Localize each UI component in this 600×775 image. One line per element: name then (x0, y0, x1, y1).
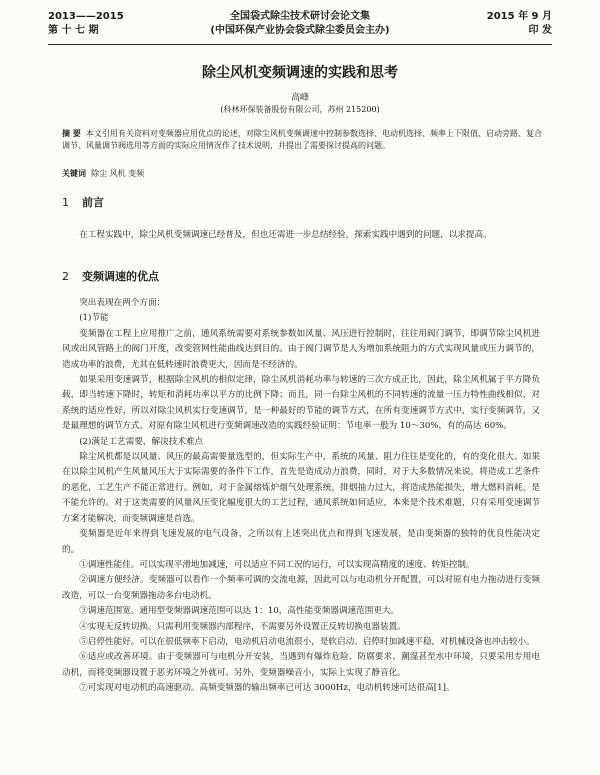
paragraph: 变频器是近年来得到飞速发展的电气设备，之所以有上述突出优点和得到飞速发展，是由变频器的独特的优良性能决定的。 (62, 529, 540, 555)
header-years: 2013——2015 (48, 11, 124, 22)
header-right (487, 10, 552, 38)
section-number: 2 (62, 270, 69, 283)
keywords (62, 168, 542, 179)
abstract-label: 摘 要 (62, 129, 81, 138)
header-center (158, 10, 442, 38)
affiliation: (科林环保装备股份有限公司，苏州 215200) (220, 105, 380, 114)
author: 高峰 (290, 93, 309, 103)
paragraph: 如果采用变速调节，根据除尘风机的相似定律，除尘风机消耗功率与转速的三次方成正比，因此，除尘风机属于平方降负载，即当转速下降时，转矩和消耗功率以平方的比例下降；而且，同一台除尘风机的不同转速的流量一压力特性曲线相似，对系统的适应性好，所以对除尘风机实行变速调节，是一种最好的节能的调节方式，在所有变速调节方式中，实行变频调节，又是最理想的调节方式。对原有除尘风机进行变频调速改造的实践经验证明：节电率一般为 10～30%，有的高达 60%。 (62, 375, 540, 432)
list-item: ②调速方便经济。变频器可以看作一个频率可调的交流电源，因此可以与电动机分开配置，可以对原有电力拖动进行变频改造，可以一台变频器拖动多台电动机。 (62, 575, 540, 601)
section-2-body (62, 296, 540, 697)
list-item: ④实现无反转切换。只需利用变频器内部程序，不需要另外设置正反转切换电器装置。 (79, 621, 406, 632)
keywords-text: 除尘 风机 变频 (91, 169, 145, 178)
paragraph: 在工程实践中，除尘风机变频调速已经普及，但也还需进一步总结经验，探索实践中遇到的问题，以求提高。 (79, 230, 492, 240)
header-date: 2015 年 9 月 (486, 11, 552, 22)
section-1-body (62, 228, 540, 243)
header-publish: 印 发 (528, 25, 552, 36)
header-issue: 第 十 七 期 (48, 25, 99, 36)
list-item: ⑦可实现对电动机的高速驱动。高频变频器的输出频率已可达 3000Hz，电动机转速可达很高[1]。 (79, 683, 455, 694)
list-item: ①调速性能佳。可以实现平滑地加减速，可以适应不同工况的运行，可以实现高精度的速度、转矩控制。 (79, 559, 475, 570)
section-heading-1 (62, 194, 104, 210)
list-item: ③调速范围宽。通用型变频器调速范围可以达 1：10，高性能变频器调速范围更大。 (79, 606, 400, 617)
section-heading-2 (62, 268, 159, 284)
paragraph: 突出表现在两个方面： (79, 298, 166, 308)
list-item: ⑥适应或改善环境。由于变频器可与电机分开安装，当遇到有爆炸危险、防腐要求、潮湿甚至水中环境，只要采用专用电动机，而将变频器设置于恶劣环境之外就可。另外，变频器噪音小，实际上实现了静音化。 (62, 652, 540, 678)
header-proceedings-title: 全国袋式除尘技术研讨会论文集 (230, 11, 370, 22)
abstract-text: 本文引用有关资料对变频器应用优点的论述，对除尘风机变频调速中控制参数选择、电动机选择、频率上下限值、启动旁路、复合调节、风量调节阀选用等方面的实际应用情况作了技术说明，并提出了需要探讨提高的问题。 (62, 129, 542, 150)
paragraph: 变频器在工程上应用推广之前，通风系统需要对系统参数如风量、风压进行控制时，往往用阀门调节，即调节除尘风机进风或出风管路上的阀门开度，改变管网性能曲线达到目的。由于阀门调节是人为增加系统阻力的方式实现风量或压力调节的，造成功率的浪费，尤其在低转速时浪费更大，因而是不经济的。 (62, 328, 540, 370)
section-title: 前言 (82, 196, 104, 209)
paper-title: 除尘风机变频调速的实践和思考 (202, 65, 398, 81)
subheading: (1)节能 (79, 313, 109, 324)
keywords-label: 关键词 (62, 169, 86, 178)
header-left (48, 10, 124, 38)
header-rule (48, 44, 552, 45)
header-organizer: (中国环保产业协会袋式除尘委员会主办) (210, 25, 390, 36)
section-number: 1 (62, 196, 69, 209)
subheading: (2)满足工艺需要，解决技术难点 (79, 436, 204, 447)
running-header (48, 10, 552, 44)
abstract (62, 128, 542, 152)
list-item: ⑤启停性能好。可以在很低频率下启动，电动机启动电流很小，是软启动。启停时加减速平稳，对机械设备也冲击较小。 (79, 636, 535, 647)
section-title: 变频调速的优点 (82, 270, 159, 283)
paragraph: 除尘风机都是以风量、风压的最高需要量选型的，但实际生产中，系统的风量、阻力往往是变化的，有的变化很大。如果在以除尘风机产生风量风压大于实际需要的条件下工作，首先是造成动力浪费，同时，对于大多数情况来说，将造成工艺条件的恶化，工艺生产不能正常进行。例如，对于金属熔炼炉烟气处理系统，排烟抽力过大，将造成热能损失，增大燃料消耗，是不能允许的。对于这类需要的风量风压变化幅度很大的工艺过程，通风系统如何适应，本来是个技术难题，只有采用变速调节方案才能解决，而变频调速是首选。 (62, 452, 540, 524)
